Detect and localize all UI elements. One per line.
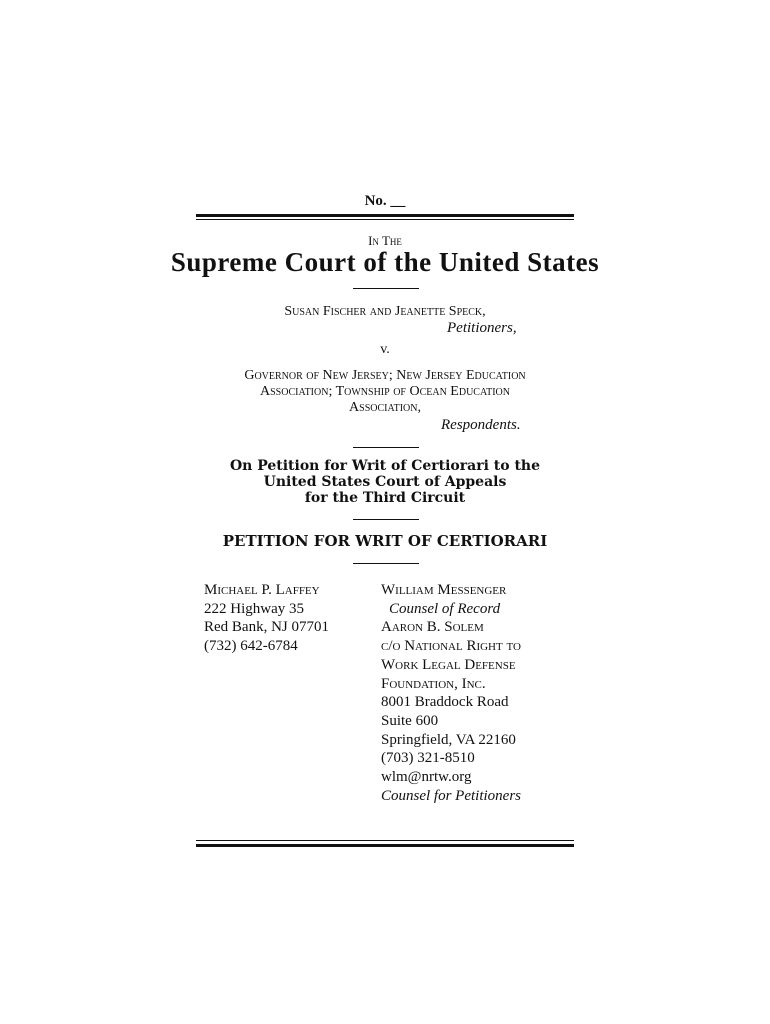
- divider-3: [353, 519, 419, 520]
- divider-4: [353, 563, 419, 564]
- counsel-right-name: William Messenger: [381, 582, 507, 598]
- docket-number: No. __: [364, 193, 406, 209]
- petitioners-role: Petitioners,: [447, 320, 517, 336]
- counsel-right-block: [381, 581, 521, 805]
- court-name: Supreme Court of the United States: [170, 247, 600, 277]
- versus: v.: [380, 342, 390, 357]
- top-rule-thin: [196, 219, 574, 220]
- counsel-right-city: Springfield, VA 22160: [381, 731, 516, 748]
- counsel-right-name-2: Aaron B. Solem: [381, 619, 484, 636]
- counsel-right-org-1: c/o National Right to: [381, 638, 521, 655]
- counsel-right-address-2: Suite 600: [381, 712, 439, 729]
- petitioner-names: Susan Fischer and Jeanette Speck,: [284, 304, 486, 319]
- respondent-line-2: Association; Township of Ocean Education: [260, 384, 510, 399]
- respondents-role: Respondents.: [441, 417, 521, 433]
- top-rule-thick: [196, 214, 574, 217]
- counsel-right-phone: (703) 321-8510: [381, 750, 475, 767]
- counsel-of-record: Counsel of Record: [389, 600, 501, 617]
- respondent-line-3: Association,: [349, 400, 421, 415]
- document-title: PETITION FOR WRIT OF CERTIORARI: [222, 532, 548, 550]
- divider-1: [353, 288, 419, 289]
- counsel-right-address-1: 8001 Braddock Road: [381, 694, 509, 711]
- petition-basis-line-1: On Petition for Writ of Certiorari to the: [229, 458, 541, 474]
- petition-basis-line-3: for the Third Circuit: [304, 490, 466, 506]
- bottom-rule-thick: [196, 844, 574, 847]
- counsel-right-org-2: Work Legal Defense: [381, 656, 516, 673]
- court-prefix: In The: [368, 233, 402, 248]
- counsel-left-phone: (732) 642-6784: [204, 638, 298, 655]
- respondent-line-1: Governor of New Jersey; New Jersey Education: [244, 368, 526, 383]
- divider-2: [353, 447, 419, 448]
- counsel-left-address: 222 Highway 35: [204, 600, 304, 617]
- bottom-rule-thin: [196, 840, 574, 841]
- counsel-for-petitioners: Counsel for Petitioners: [381, 787, 521, 804]
- counsel-right-email: wlm@nrtw.org: [381, 769, 472, 786]
- counsel-left-block: [204, 581, 329, 656]
- counsel-left-city: Red Bank, NJ 07701: [204, 619, 329, 636]
- counsel-right-org-3: Foundation, Inc.: [381, 675, 486, 692]
- counsel-left-name: Michael P. Laffey: [204, 582, 320, 598]
- petition-basis-line-2: United States Court of Appeals: [263, 474, 507, 490]
